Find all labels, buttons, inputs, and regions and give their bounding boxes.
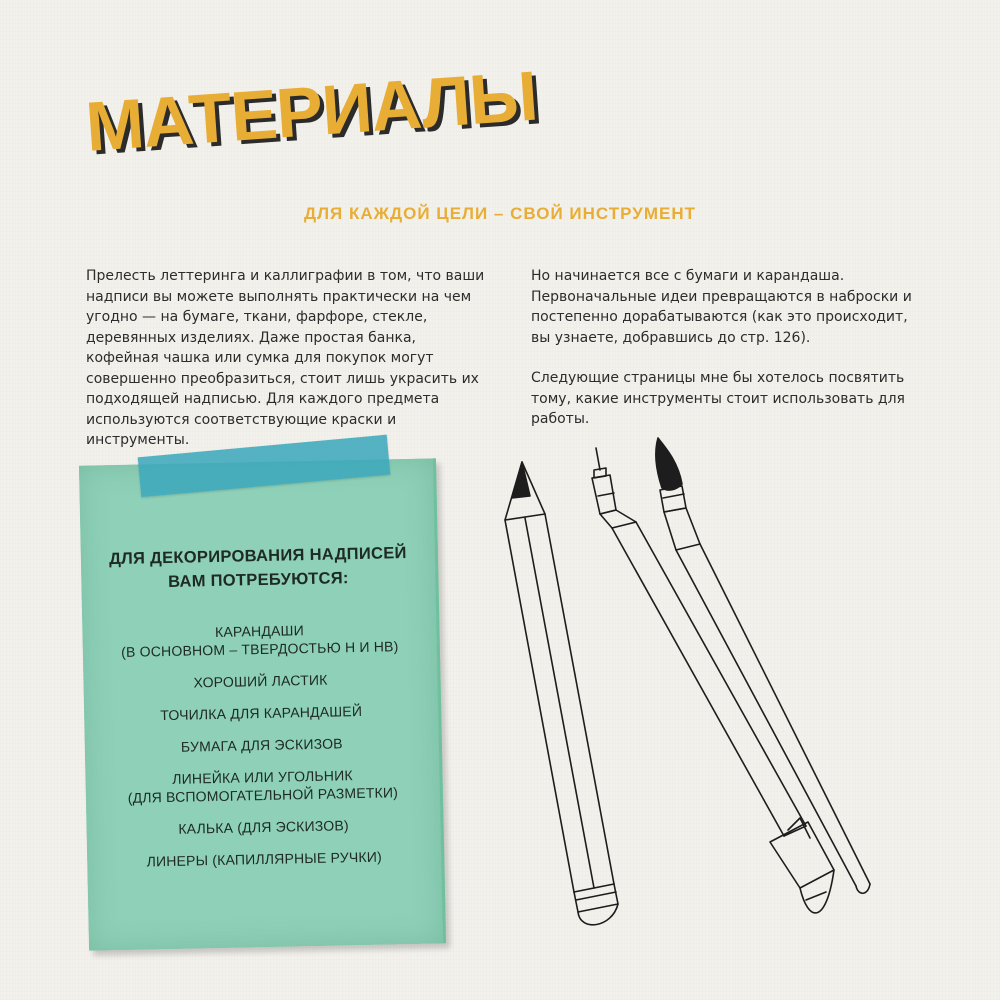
tools-illustration xyxy=(500,430,920,950)
page-subtitle: ДЛЯ КАЖДОЙ ЦЕЛИ – СВОЙ ИНСТРУМЕНТ xyxy=(304,204,696,223)
list-item-title: БУМАГА ДЛЯ ЭСКИЗОВ xyxy=(180,735,343,755)
list-item-title: КАЛЬКА (ДЛЯ ЭСКИЗОВ) xyxy=(178,817,349,837)
note-heading xyxy=(81,540,436,595)
list-item xyxy=(84,700,438,725)
paragraph-intro: Прелесть леттеринга и каллиграфии в том, что ваши надписи вы можете выполнять практически на чем угодно — на бумаге, ткани, фарфоре, стекле, деревянных изделиях. Даже простая банка, кофейная чашка или сумка для покупок могут совершенно преобразиться, стоит лишь украсить их подходящей надписью. Для каждого предмета используются соответствующие краски и инструменты. xyxy=(86,268,485,448)
materials-note-card xyxy=(79,458,446,950)
pencil-icon xyxy=(505,462,618,925)
list-item-title: ЛИНЕЙКА ИЛИ УГОЛЬНИК xyxy=(172,767,353,787)
body-column-left xyxy=(86,266,486,451)
list-item xyxy=(85,732,439,757)
fineliner-pen-icon xyxy=(592,448,834,913)
list-item xyxy=(85,764,440,807)
list-item xyxy=(86,814,440,839)
list-item-title: ХОРОШИЙ ЛАСТИК xyxy=(193,671,328,691)
list-item xyxy=(82,618,437,661)
note-heading-line-2: ВАМ ПОТРЕБУЮТСЯ: xyxy=(167,569,349,591)
list-item xyxy=(87,846,441,871)
paragraph-next-pages: Следующие страницы мне бы хотелось посвятить тому, какие инструменты стоит использовать для работы. xyxy=(531,370,905,427)
paragraph-paper-pencil: Но начинается все с бумаги и карандаша. Первоначальные идеи превращаются в наброски и постепенно дорабатываются (как это происходит, вы узнаете, добравшись до стр. 126). xyxy=(531,268,912,346)
list-item xyxy=(83,668,437,693)
list-item-detail: (ДЛЯ ВСПОМОГАТЕЛЬНОЙ РАЗМЕТКИ) xyxy=(127,784,399,806)
materials-list xyxy=(82,618,441,885)
body-column-right xyxy=(531,266,931,430)
note-heading-line-1: ДЛЯ ДЕКОРИРОВАНИЯ НАДПИСЕЙ xyxy=(108,543,407,569)
list-item-title: ЛИНЕРЫ (КАПИЛЛЯРНЫЕ РУЧКИ) xyxy=(146,848,383,870)
list-item-title: ТОЧИЛКА ДЛЯ КАРАНДАШЕЙ xyxy=(160,702,363,724)
list-item-title: КАРАНДАШИ xyxy=(214,622,305,640)
list-item-detail: (В ОСНОВНОМ – ТВЕРДОСТЬЮ H И HB) xyxy=(121,638,399,660)
page-title: МАТЕРИАЛЫ xyxy=(83,56,540,166)
